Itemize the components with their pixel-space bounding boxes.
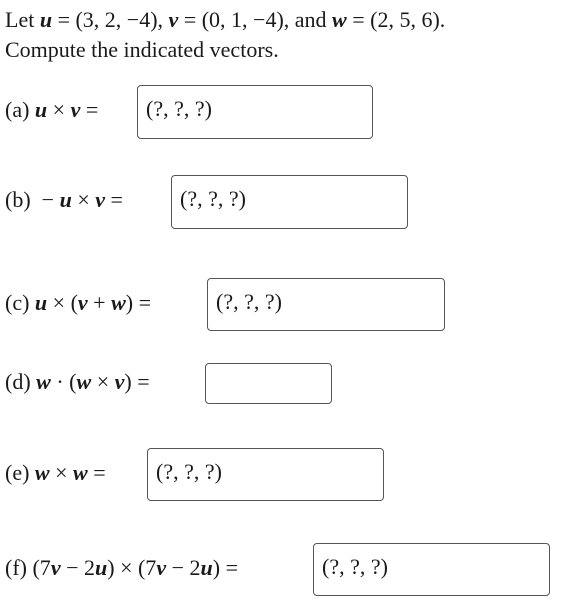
intro-let: Let bbox=[5, 7, 40, 32]
u-value: = (3, 2, −4), bbox=[52, 7, 169, 32]
part-a-answer-value: (?, ?, ?) bbox=[146, 96, 212, 121]
part-c-answer-value: (?, ?, ?) bbox=[216, 289, 282, 314]
w-value: = (2, 5, 6). bbox=[346, 7, 446, 32]
part-f-answer-value: (?, ?, ?) bbox=[322, 554, 388, 579]
part-b-expression: (b) − u × v = bbox=[5, 187, 123, 212]
part-f-answer-field[interactable] bbox=[313, 543, 550, 596]
part-c-label: (c) bbox=[5, 290, 35, 315]
part-a-label: (a) bbox=[5, 97, 35, 122]
part-d-answer-field[interactable] bbox=[205, 363, 332, 404]
intro-line-1 bbox=[5, 6, 445, 34]
part-d-label: (d) bbox=[5, 369, 37, 394]
part-e-label: (e) bbox=[5, 460, 35, 485]
w-symbol: w bbox=[332, 7, 347, 32]
part-a-expression: (a) u × v = bbox=[5, 97, 99, 122]
part-f-expression: (f) (7v − 2u) × (7v − 2u) = bbox=[5, 555, 238, 580]
part-e-expression: (e) w × w = bbox=[5, 460, 106, 485]
part-b-answer-value: (?, ?, ?) bbox=[180, 186, 246, 211]
part-b-label: (b) bbox=[5, 187, 37, 212]
part-e-answer-field[interactable] bbox=[147, 448, 384, 501]
part-e-answer-value: (?, ?, ?) bbox=[156, 459, 222, 484]
part-a-answer-field[interactable] bbox=[137, 85, 373, 139]
part-c-answer-field[interactable] bbox=[207, 278, 445, 331]
part-d-expression: (d) w · (w × v) = bbox=[5, 369, 150, 394]
v-value: = (0, 1, −4), and bbox=[178, 7, 333, 32]
u-symbol: u bbox=[39, 7, 53, 32]
part-f-label: (f) bbox=[5, 555, 33, 580]
intro-line-2: Compute the indicated vectors. bbox=[5, 37, 279, 62]
part-b-answer-field[interactable] bbox=[171, 175, 408, 229]
part-c-expression: (c) u × (v + w) = bbox=[5, 290, 152, 315]
v-symbol: v bbox=[168, 7, 179, 32]
